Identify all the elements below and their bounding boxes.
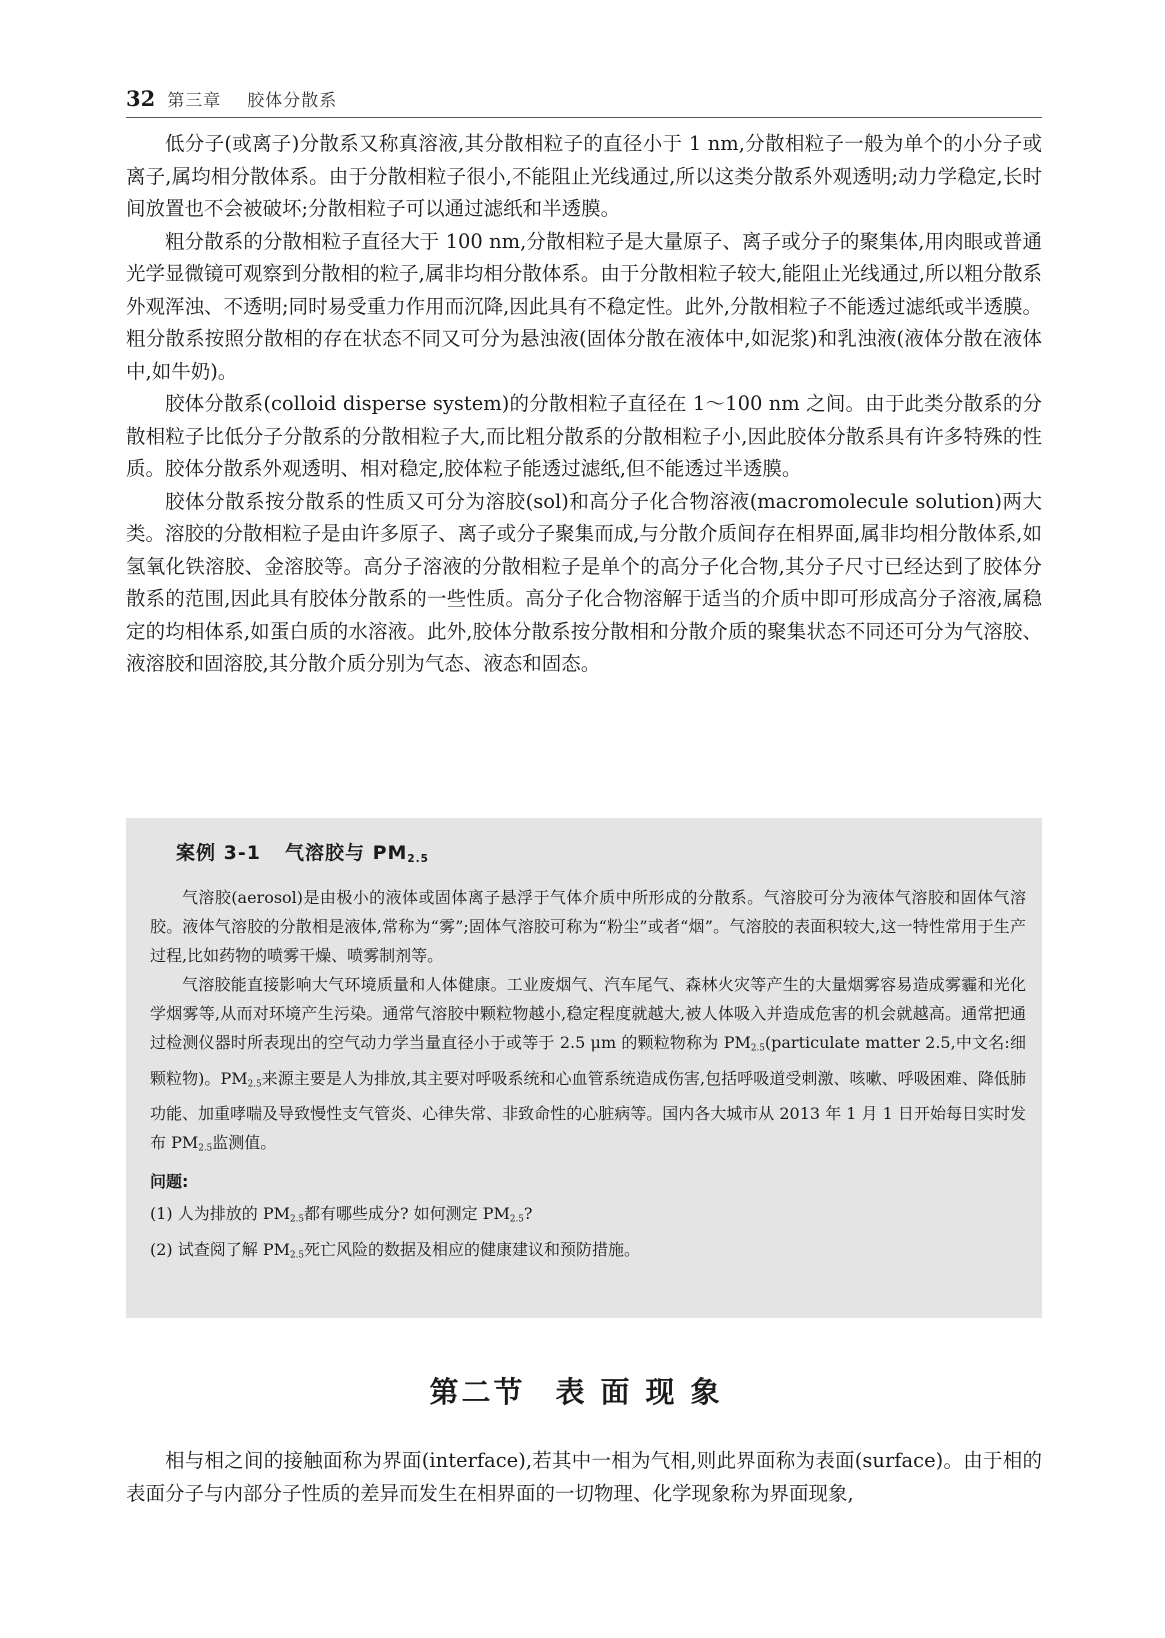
paragraph: 胶体分散系(colloid disperse system)的分散相粒子直径在 1～100 nm 之间。由于此类分散系的分散相粒子比低分子分散系的分散相粒子大,而比粗分散系的分散相粒子小,因此胶体分散系具有许多特殊的性质。胶体分散系外观透明、相对稳定,胶体粒子能透过滤纸,但不能透过半透膜。 — [126, 392, 1042, 480]
text-run: 气溶胶能直接影响大气环境质量和人体健康。工业废烟气、汽车尾气、森林火灾等产生的大量烟雾容易造成雾霾和光化学烟雾等,从而对环境产生污染。通常气溶胶中颗粒物越小,稳定程度就越大,被人体吸入并造成危害的机会就越高。通常把通过检测仪器时所表现出的空气动力学当量直径小于或等于 2.5 μm 的颗粒物称为 PM — [150, 975, 1026, 1053]
paragraph: 低分子(或离子)分散系又称真溶液,其分散相粒子的直径小于 1 nm,分散相粒子一般为单个的小分子或离子,属均相分散体系。由于分散相粒子很小,不能阻止光线通过,所以这类分散系外观透明;动力学稳定,长时间放置也不会被破坏;分散相粒子可以通过滤纸和半透膜。 — [126, 132, 1042, 220]
paragraph: 相与相之间的接触面称为界面(interface),若其中一相为气相,则此界面称为表面(surface)。由于相的表面分子与内部分子性质的差异而发生在相界面的一切物理、化学现象称为界面现象, — [126, 1449, 1042, 1505]
subscript: 2.5 — [247, 1079, 262, 1090]
text-run: (1) 人为排放的 PM — [150, 1204, 290, 1223]
page-number: 32 — [126, 86, 156, 111]
case-heading: 气溶胶与 PM — [284, 842, 408, 864]
text-run: (2) 试查阅了解 PM — [150, 1239, 290, 1259]
subscript: 2.5 — [509, 1214, 524, 1225]
case-paragraph — [150, 970, 1026, 1164]
paragraph: 粗分散系的分散相粒子直径大于 100 nm,分散相粒子是大量原子、离子或分子的聚集体,用肉眼或普通光学显微镜可观察到分散相的粒子,属非均相分散体系。由于分散相粒子较大,能阻止光线通过,所以粗分散系外观浑浊、不透明;同时易受重力作用而沉降,因此具有不稳定性。此外,分散相粒子不能透过滤纸或半透膜。粗分散系按照分散相的存在状态不同又可分为悬浊液(固体分散在液体中,如泥浆)和乳浊液(液体分散在液体中,如牛奶)。 — [126, 229, 1042, 383]
subscript: 2.5 — [750, 1043, 765, 1054]
paragraph: 胶体分散系按分散系的性质又可分为溶胶(sol)和高分子化合物溶液(macromolecule solution)两大类。溶胶的分散相粒子是由许多原子、离子或分子聚集而成,与分散介质间存在相界面,属非均相分散体系,如氢氧化铁溶胶、金溶胶等。高分子溶液的分散相粒子是单个的高分子化合物,其分子尺寸已经达到了胶体分散系的范围,因此具有胶体分散系的一些性质。高分子化合物溶解于适当的介质中即可形成高分子溶液,属稳定的均相体系,如蛋白质的水溶液。此外,胶体分散系按分散相和分散介质的聚集状态不同还可分为气溶胶、液溶胶和固溶胶,其分散介质分别为气态、液态和固态。 — [126, 489, 1042, 675]
section-number: 第二节 — [429, 1375, 526, 1409]
subscript: 2.5 — [407, 853, 429, 866]
chapter-title: 胶体分散系 — [247, 91, 338, 111]
text-run: 来源主要是人为排放,其主要对呼吸系统和心血管系统造成伤害,包括呼吸道受刺激、咳嗽、呼吸困难、降低肺功能、加重哮喘及导致慢性支气管炎、心律失常、非致命性的心脏病等。国内各大城市从 2013 年 1 月 1 日开始每日实时发布 PM — [150, 1068, 1026, 1153]
section-text — [126, 1444, 1042, 1510]
chapter-number: 第三章 — [167, 91, 222, 111]
page-header — [126, 74, 1042, 118]
section-heading — [0, 1370, 1165, 1411]
questions-label: 问题: — [150, 1172, 189, 1191]
case-body — [150, 883, 1026, 1270]
case-box — [126, 818, 1042, 1318]
text-run: 都有哪些成分? 如何测定 PM — [304, 1204, 510, 1223]
text-run: (particulate matter 2.5,中文名:细颗粒物)。PM — [150, 1033, 1026, 1088]
subscript: 2.5 — [198, 1144, 213, 1154]
case-label: 案例 3-1 — [176, 842, 261, 864]
main-text — [126, 128, 1042, 681]
subscript: 2.5 — [290, 1214, 304, 1225]
running-head — [167, 86, 337, 111]
section-title: 表面现象 — [555, 1375, 736, 1409]
case-paragraph: 气溶胶(aerosol)是由极小的液体或固体离子悬浮于气体介质中所形成的分散系。气溶胶可分为液体气溶胶和固体气溶胶。液体气溶胶的分散相是液体,常称为“雾”;固体气溶胶可称为“粉尘”或者“烟”。气溶胶的表面积较大,这一特性常用于生产过程,比如药物的喷雾干燥、喷雾制剂等。 — [150, 888, 1026, 966]
case-title — [176, 838, 1026, 865]
question-1 — [150, 1199, 1026, 1235]
subscript: 2.5 — [290, 1250, 304, 1261]
text-run: 死亡风险的数据及相应的健康建议和预防措施。 — [304, 1239, 641, 1259]
question-2 — [150, 1235, 1026, 1271]
text-run: ? — [523, 1204, 533, 1223]
text-run: 监测值。 — [212, 1133, 277, 1153]
